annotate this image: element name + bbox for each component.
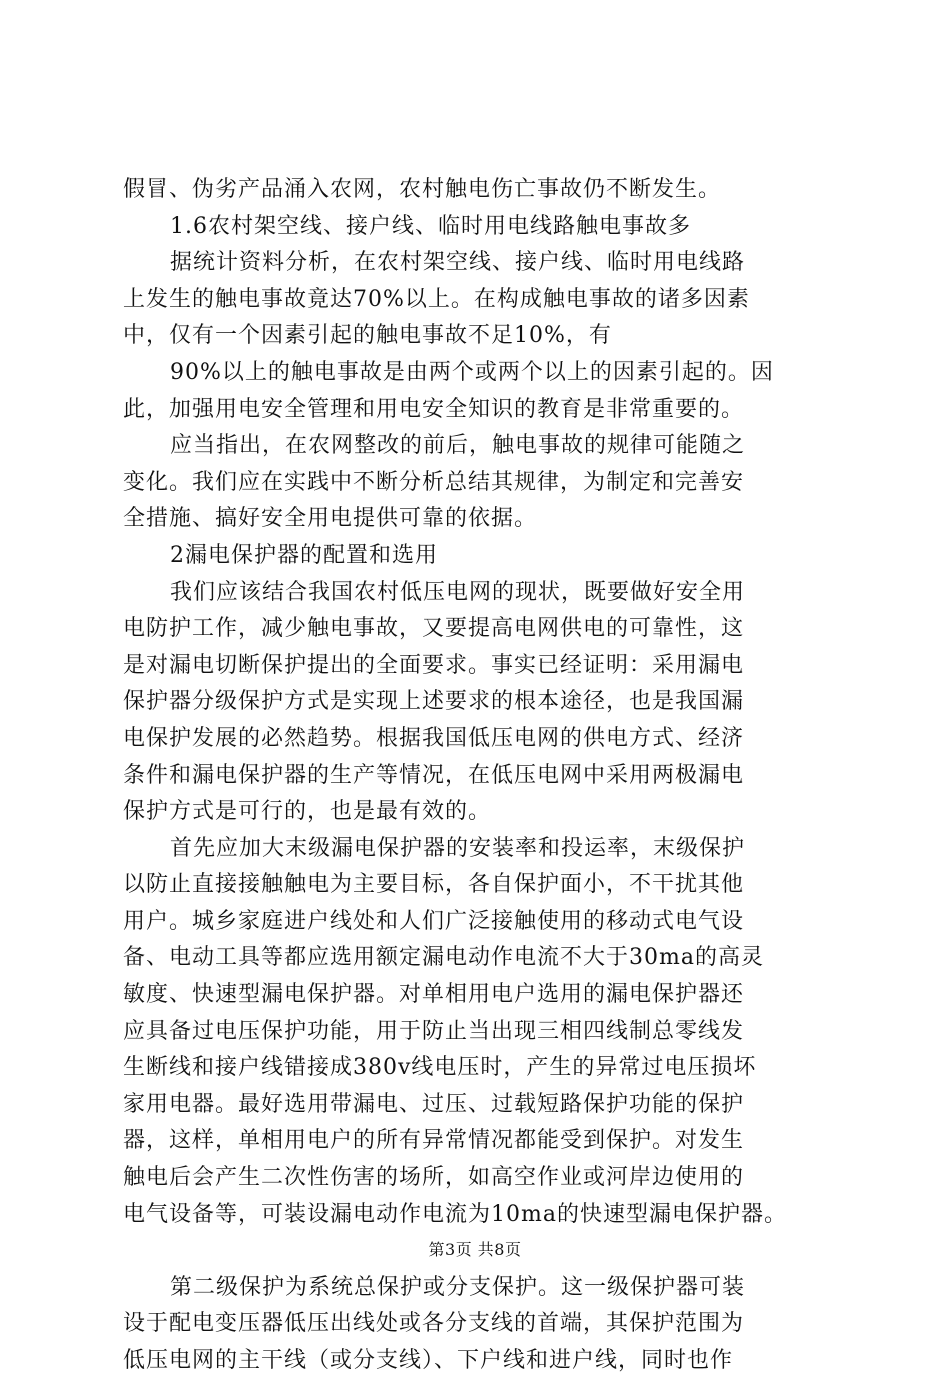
text-line: 敏度、快速型漏电保护器。对单相用电户选用的漏电保护器还 [123, 982, 745, 1008]
body-text [123, 172, 833, 1380]
text-line: 是对漏电切断保护提出的全面要求。事实已经证明：采用漏电 [123, 652, 745, 678]
text-line: 电保护发展的必然趋势。根据我国低压电网的供电方式、经济 [123, 725, 745, 751]
text-line: 家用电器。最好选用带漏电、过压、过载短路保护功能的保护 [123, 1091, 745, 1117]
text-line: 此，加强用电安全管理和用电安全知识的教育是非常重要的。 [123, 396, 745, 422]
text-line: 90%以上的触电事故是由两个或两个以上的因素引起的。因 [170, 359, 774, 385]
text-line: 低压电网的主干线（或分支线）、下户线和进户线，同时也作 [123, 1348, 734, 1373]
text-line: 应具备过电压保护功能，用于防止当出现三相四线制总零线发 [123, 1018, 745, 1044]
text-line: 首先应加大末级漏电保护器的安装率和投运率，末级保护 [170, 835, 746, 861]
text-line: 假冒、伪劣产品涌入农网，农村触电伤亡事故仍不断发生。 [123, 177, 722, 202]
text-line: 中，仅有一个因素引起的触电事故不足10%，有 [123, 323, 612, 349]
text-line: 生断线和接户线错接成380v线电压时，产生的异常过电压损坏 [123, 1055, 757, 1081]
text-line: 触电后会产生二次性伤害的场所，如高空作业或河岸边使用的 [123, 1165, 745, 1191]
text-line: 我们应该结合我国农村低压电网的现状，既要做好安全用 [170, 579, 746, 605]
text-line: 电防护工作，减少触电事故，又要提高电网供电的可靠性，这 [123, 616, 745, 642]
text-line: 以防止直接接触触电为主要目标，各自保护面小，不干扰其他 [123, 872, 745, 898]
section-heading: 2漏电保护器的配置和选用 [170, 542, 438, 568]
text-line: 第二级保护为系统总保护或分支保护。这一级保护器可装 [170, 1274, 746, 1300]
text-line: 备、电动工具等都应选用额定漏电动作电流不大于30ma的高灵 [123, 945, 764, 971]
text-line: 应当指出，在农网整改的前后，触电事故的规律可能随之 [170, 433, 746, 459]
text-line: 设于配电变压器低压出线处或各分支线的首端，其保护范围为 [123, 1311, 745, 1337]
text-line: 保护器分级保护方式是实现上述要求的根本途径，也是我国漏 [123, 689, 745, 715]
text-line: 器，这样，单相用电户的所有异常情况都能受到保护。对发生 [123, 1128, 745, 1154]
text-line: 保护方式是可行的，也是最有效的。 [123, 799, 492, 825]
text-line: 全措施、搞好安全用电提供可靠的依据。 [123, 506, 538, 532]
text-line: 条件和漏电保护器的生产等情况，在低压电网中采用两极漏电 [123, 762, 745, 788]
section-heading: 1.6农村架空线、接户线、临时用电线路触电事故多 [170, 213, 691, 239]
text-line: 用户。城乡家庭进户线处和人们广泛接触使用的移动式电气设 [123, 908, 745, 934]
text-line: 变化。我们应在实践中不断分析总结其规律，为制定和完善安 [123, 469, 745, 495]
page-number: 第3页 共8页 [428, 1240, 522, 1259]
text-line: 电气设备等，可装设漏电动作电流为10ma的快速型漏电保护器。 [123, 1201, 787, 1227]
text-line: 据统计资料分析，在农村架空线、接户线、临时用电线路 [170, 250, 746, 276]
text-line: 上发生的触电事故竟达70%以上。在构成触电事故的诸多因素 [123, 286, 750, 312]
